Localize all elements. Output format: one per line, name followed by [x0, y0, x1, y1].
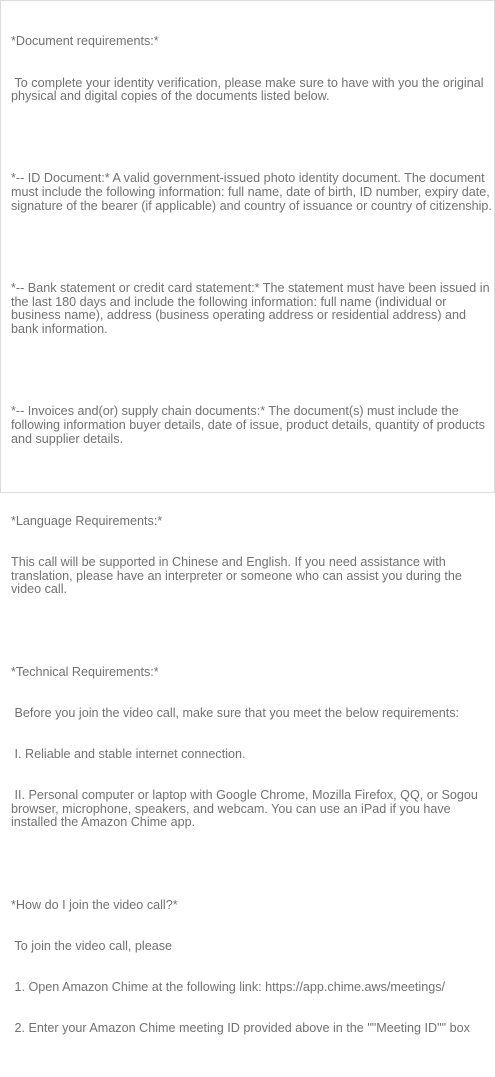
section-heading: *Technical Requirements:* [11, 664, 159, 679]
section-language-requirements [11, 488, 493, 625]
section-text: To join the video call, please [11, 938, 173, 953]
section-heading: *Document requirements:* [11, 34, 159, 49]
requirement-item: I. Reliable and stable internet connection. [11, 746, 246, 761]
join-step: 2. Enter your Amazon Chime meeting ID provided above in the ""Meeting ID"" box [11, 1020, 470, 1035]
section-text: This call will be supported in Chinese and English. If you need assistance with translation, please have an interpreter or someone who can assist you during the video call. [11, 555, 466, 597]
section-text: Before you join the video call, make sure that you meet the below requirements: [11, 705, 460, 720]
section-invoices [11, 378, 493, 474]
section-text: *-- Invoices and(or) supply chain documents:* The document(s) must include the following information buyer details, date of issue, product details, quantity of products and supplier details. [11, 404, 489, 446]
section-text: *-- Bank statement or credit card statement:* The statement must have been issued in the last 180 days and include the following information: full name (individual or business name), address (business operating address or residential address) and bank information. [11, 281, 494, 337]
section-document-requirements [11, 8, 493, 131]
section-bank-statement [11, 255, 493, 365]
section-technical-requirements [11, 638, 493, 857]
section-heading: *Language Requirements:* [11, 513, 163, 528]
requirement-item: II. Personal computer or laptop with Google Chrome, Mozilla Firefox, QQ, or Sogou browser, microphone, speakers, and webcam. You can use an iPad if you have installed the Amazon Chime app. [11, 788, 482, 830]
section-id-document [11, 145, 493, 241]
section-how-to-join [11, 871, 493, 1063]
section-text: *-- ID Document:* A valid government-issued photo identity document. The document must include the following information: full name, date of birth, ID number, expiry date, signature of the bearer (if applicable) and country of issuance or country of citizenship. [11, 171, 494, 213]
section-heading: *How do I join the video call?* [11, 897, 178, 912]
join-step: 1. Open Amazon Chime at the following link: https://app.chime.aws/meetings/ [11, 979, 446, 994]
email-body [11, 8, 493, 1077]
section-text: To complete your identity verification, please make sure to have with you the original physical and digital copies of the documents listed below. [11, 75, 488, 104]
